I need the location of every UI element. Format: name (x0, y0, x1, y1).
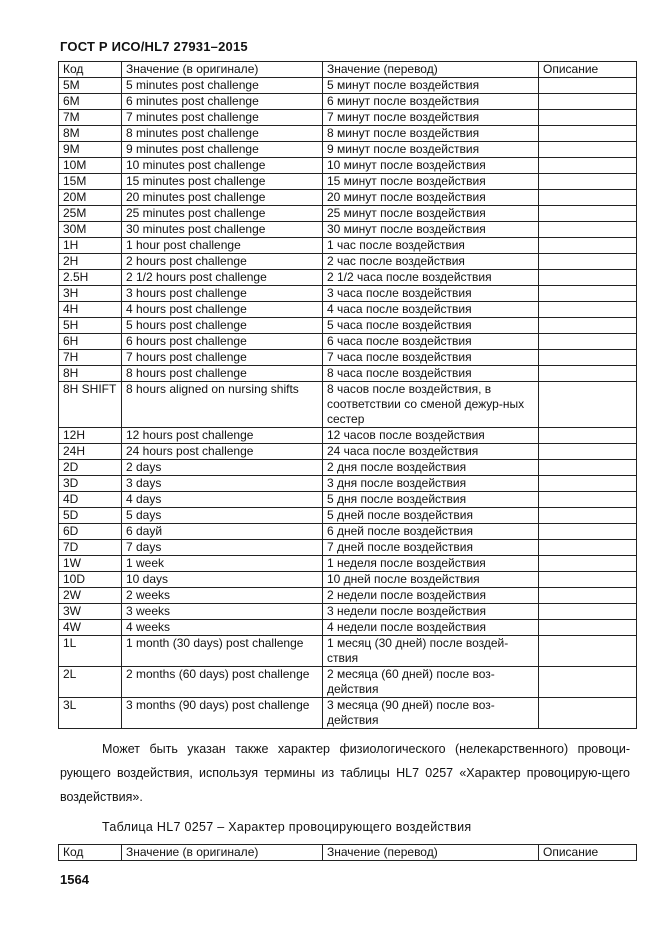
translation-cell: 6 минут после воздействия (323, 94, 539, 110)
code-cell: 4W (59, 620, 122, 636)
table-header-row (59, 62, 637, 78)
original-value-cell: 4 hours post challenge (122, 302, 323, 318)
description-cell (539, 444, 637, 460)
table-row (59, 110, 637, 126)
description-cell (539, 158, 637, 174)
code-cell: 10M (59, 158, 122, 174)
description-cell (539, 476, 637, 492)
column-header-original: Значение (в оригинале) (122, 845, 323, 861)
translation-cell: 3 часа после воздействия (323, 286, 539, 302)
translation-cell: 5 дней после воздействия (323, 508, 539, 524)
table-header-row (59, 845, 637, 861)
code-cell: 4H (59, 302, 122, 318)
table-row (59, 190, 637, 206)
code-cell: 7H (59, 350, 122, 366)
translation-cell: 8 часа после воздействия (323, 366, 539, 382)
code-cell: 1H (59, 238, 122, 254)
translation-cell: 9 минут после воздействия (323, 142, 539, 158)
original-value-cell: 20 minutes post challenge (122, 190, 323, 206)
code-cell: 1L (59, 636, 122, 667)
translation-cell: 4 недели после воздействия (323, 620, 539, 636)
description-cell (539, 142, 637, 158)
translation-cell: 7 часа после воздействия (323, 350, 539, 366)
code-cell: 1W (59, 556, 122, 572)
original-value-cell: 8 minutes post challenge (122, 126, 323, 142)
column-header-description: Описание (539, 845, 637, 861)
translation-cell: 7 дней после воздействия (323, 540, 539, 556)
translation-cell: 2 месяца (60 дней) после воз-действия (323, 667, 539, 698)
table-row (59, 524, 637, 540)
translation-cell: 6 дней после воздействия (323, 524, 539, 540)
original-value-cell: 2 hours post challenge (122, 254, 323, 270)
code-cell: 25M (59, 206, 122, 222)
code-cell: 8H (59, 366, 122, 382)
code-cell: 3D (59, 476, 122, 492)
table-row (59, 350, 637, 366)
translation-cell: 5 часа после воздействия (323, 318, 539, 334)
translation-cell: 30 минут после воздействия (323, 222, 539, 238)
original-value-cell: 3 months (90 days) post challenge (122, 698, 323, 729)
code-cell: 10D (59, 572, 122, 588)
description-cell (539, 270, 637, 286)
code-cell: 5H (59, 318, 122, 334)
code-cell: 2L (59, 667, 122, 698)
table-row (59, 238, 637, 254)
table-row (59, 302, 637, 318)
description-cell (539, 318, 637, 334)
code-cell: 8H SHIFT (59, 382, 122, 428)
original-value-cell: 9 minutes post challenge (122, 142, 323, 158)
original-value-cell: 7 hours post challenge (122, 350, 323, 366)
original-value-cell: 2 months (60 days) post challenge (122, 667, 323, 698)
code-cell: 12H (59, 428, 122, 444)
description-cell (539, 428, 637, 444)
translation-cell: 10 минут после воздействия (323, 158, 539, 174)
column-header-description: Описание (539, 62, 637, 78)
translation-cell: 25 минут после воздействия (323, 206, 539, 222)
description-cell (539, 238, 637, 254)
table-row (59, 334, 637, 350)
code-cell: 3H (59, 286, 122, 302)
code-cell: 6D (59, 524, 122, 540)
codes-table (58, 61, 637, 729)
translation-cell: 15 минут после воздействия (323, 174, 539, 190)
description-cell (539, 174, 637, 190)
table-row (59, 636, 637, 667)
translation-cell: 12 часов после воздействия (323, 428, 539, 444)
column-header-translation: Значение (перевод) (323, 62, 539, 78)
table-row (59, 158, 637, 174)
table-row (59, 270, 637, 286)
original-value-cell: 3 hours post challenge (122, 286, 323, 302)
description-cell (539, 254, 637, 270)
description-cell (539, 636, 637, 667)
code-cell: 5M (59, 78, 122, 94)
original-value-cell: 2 weeks (122, 588, 323, 604)
description-cell (539, 126, 637, 142)
code-cell: 24H (59, 444, 122, 460)
code-cell: 2H (59, 254, 122, 270)
description-cell (539, 540, 637, 556)
table-row (59, 428, 637, 444)
original-value-cell: 5 hours post challenge (122, 318, 323, 334)
description-cell (539, 588, 637, 604)
original-value-cell: 5 minutes post challenge (122, 78, 323, 94)
original-value-cell: 24 hours post challenge (122, 444, 323, 460)
table-row (59, 620, 637, 636)
table-row (59, 318, 637, 334)
description-cell (539, 302, 637, 318)
original-value-cell: 3 weeks (122, 604, 323, 620)
table-row (59, 604, 637, 620)
description-cell (539, 604, 637, 620)
code-cell: 30M (59, 222, 122, 238)
description-cell (539, 286, 637, 302)
translation-cell: 2 недели после воздействия (323, 588, 539, 604)
translation-cell: 3 дня после воздействия (323, 476, 539, 492)
description-cell (539, 620, 637, 636)
translation-cell: 10 дней после воздействия (323, 572, 539, 588)
code-cell: 6H (59, 334, 122, 350)
table-row (59, 142, 637, 158)
translation-cell: 3 недели после воздействия (323, 604, 539, 620)
original-value-cell: 12 hours post challenge (122, 428, 323, 444)
original-value-cell: 30 minutes post challenge (122, 222, 323, 238)
table-row (59, 174, 637, 190)
table-row (59, 572, 637, 588)
description-cell (539, 508, 637, 524)
table-row (59, 698, 637, 729)
code-cell: 20M (59, 190, 122, 206)
code-cell: 7D (59, 540, 122, 556)
table-row (59, 382, 637, 428)
table-row (59, 444, 637, 460)
description-cell (539, 366, 637, 382)
description-cell (539, 206, 637, 222)
table-row (59, 508, 637, 524)
table-row (59, 492, 637, 508)
table-row (59, 460, 637, 476)
code-cell: 7M (59, 110, 122, 126)
table-body (59, 78, 637, 729)
original-value-cell: 6 hours post challenge (122, 334, 323, 350)
translation-cell: 24 часа после воздействия (323, 444, 539, 460)
original-value-cell: 8 hours aligned on nursing shifts (122, 382, 323, 428)
code-cell: 9M (59, 142, 122, 158)
original-value-cell: 2 1/2 hours post challenge (122, 270, 323, 286)
description-cell (539, 698, 637, 729)
description-cell (539, 667, 637, 698)
code-cell: 4D (59, 492, 122, 508)
table-row (59, 126, 637, 142)
original-value-cell: 6 minutes post challenge (122, 94, 323, 110)
table-caption: Таблица HL7 0257 – Характер провоцирующего воздействия (102, 820, 472, 834)
original-value-cell: 1 hour post challenge (122, 238, 323, 254)
translation-cell: 4 часа после воздействия (323, 302, 539, 318)
translation-cell: 6 часа после воздействия (323, 334, 539, 350)
translation-cell: 8 минут после воздействия (323, 126, 539, 142)
column-header-original: Значение (в оригинале) (122, 62, 323, 78)
original-value-cell: 10 minutes post challenge (122, 158, 323, 174)
code-cell: 2.5H (59, 270, 122, 286)
table-row (59, 366, 637, 382)
page-number: 1564 (60, 872, 89, 887)
description-cell (539, 524, 637, 540)
column-header-translation: Значение (перевод) (323, 845, 539, 861)
original-value-cell: 5 days (122, 508, 323, 524)
code-cell: 3L (59, 698, 122, 729)
translation-cell: 2 дня после воздействия (323, 460, 539, 476)
table-row (59, 540, 637, 556)
translation-cell: 1 час после воздействия (323, 238, 539, 254)
original-value-cell: 6 dayй (122, 524, 323, 540)
translation-cell: 7 минут после воздействия (323, 110, 539, 126)
original-value-cell: 3 days (122, 476, 323, 492)
original-value-cell: 15 minutes post challenge (122, 174, 323, 190)
translation-cell: 2 час после воздействия (323, 254, 539, 270)
code-cell: 6M (59, 94, 122, 110)
document-header: ГОСТ Р ИСО/HL7 27931–2015 (60, 39, 248, 54)
next-table-header (58, 844, 637, 861)
table-row (59, 286, 637, 302)
description-cell (539, 222, 637, 238)
code-cell: 3W (59, 604, 122, 620)
translation-cell: 1 месяц (30 дней) после воздей-ствия (323, 636, 539, 667)
code-cell: 15M (59, 174, 122, 190)
description-cell (539, 572, 637, 588)
table-row (59, 476, 637, 492)
code-cell: 8M (59, 126, 122, 142)
original-value-cell: 2 days (122, 460, 323, 476)
original-value-cell: 1 month (30 days) post challenge (122, 636, 323, 667)
description-cell (539, 382, 637, 428)
translation-cell: 5 минут после воздействия (323, 78, 539, 94)
table-row (59, 94, 637, 110)
table-row (59, 667, 637, 698)
original-value-cell: 4 weeks (122, 620, 323, 636)
translation-cell: 20 минут после воздействия (323, 190, 539, 206)
code-cell: 5D (59, 508, 122, 524)
translation-cell: 1 неделя после воздействия (323, 556, 539, 572)
original-value-cell: 4 days (122, 492, 323, 508)
table-row (59, 222, 637, 238)
column-header-code: Код (59, 845, 122, 861)
original-value-cell: 7 minutes post challenge (122, 110, 323, 126)
original-value-cell: 7 days (122, 540, 323, 556)
translation-cell: 8 часов после воздействия, в соответствии со сменой дежур-ных сестер (323, 382, 539, 428)
description-cell (539, 556, 637, 572)
original-value-cell: 25 minutes post challenge (122, 206, 323, 222)
table-row (59, 78, 637, 94)
description-cell (539, 460, 637, 476)
description-cell (539, 334, 637, 350)
description-cell (539, 350, 637, 366)
description-cell (539, 492, 637, 508)
description-cell (539, 94, 637, 110)
column-header-code: Код (59, 62, 122, 78)
table-row (59, 556, 637, 572)
original-value-cell: 8 hours post challenge (122, 366, 323, 382)
description-cell (539, 78, 637, 94)
table-row (59, 206, 637, 222)
description-cell (539, 190, 637, 206)
description-cell (539, 110, 637, 126)
translation-cell: 3 месяца (90 дней) после воз-действия (323, 698, 539, 729)
body-paragraph: Может быть указан также характер физиологического (нелекарственного) провоци-рующего воздействия, используя термины из таблицы HL7 0257 «Характер провоцирую-щего воздействия». (60, 742, 630, 804)
original-value-cell: 10 days (122, 572, 323, 588)
table-row (59, 254, 637, 270)
translation-cell: 5 дня после воздействия (323, 492, 539, 508)
table-row (59, 588, 637, 604)
code-cell: 2D (59, 460, 122, 476)
code-cell: 2W (59, 588, 122, 604)
original-value-cell: 1 week (122, 556, 323, 572)
translation-cell: 2 1/2 часа после воздействия (323, 270, 539, 286)
